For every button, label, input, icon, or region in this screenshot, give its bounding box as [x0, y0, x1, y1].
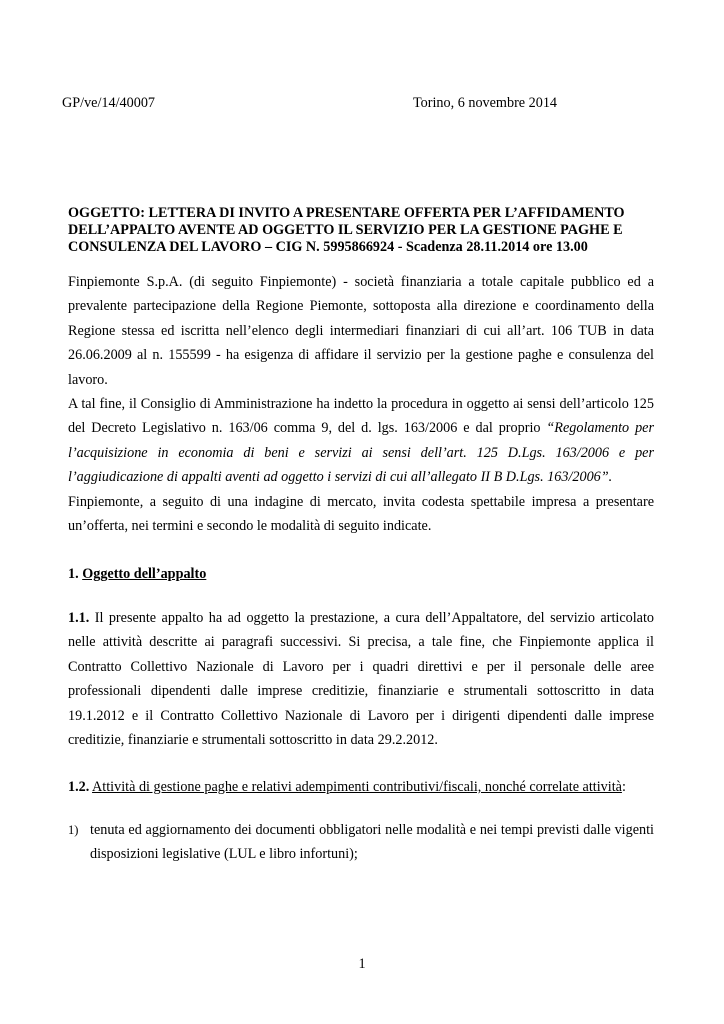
paragraph-1-2-colon: :	[621, 779, 626, 795]
list-item	[68, 818, 654, 867]
paragraph-1-2-number: 1.2.	[68, 779, 90, 795]
intro-paragraph-1: Finpiemonte S.p.A. (di seguito Finpiemonte) - società finanziaria a totale capitale pubblico ed a prevalente partecipazione della Regione Piemonte, sottoposta alla direzione e coordinamento della Regione stessa ed iscritta nell’elenco degli intermediari finanziari di cui all’art. 106 TUB in data 26.06.2009 al n. 155599 - ha esigenza di affidare il servizio per la gestione paghe e consulenza del lavoro.	[68, 274, 654, 388]
section-1-number: 1.	[68, 566, 79, 582]
paragraph-1-1-text: Il presente appalto ha ad oggetto la prestazione, a cura dell’Appaltatore, del servizio articolato nelle attività descritte ai paragrafi successivi. Si precisa, a tale fine, che Finpiemonte applica il Contratto Collettivo Nazionale di Lavoro per i quadri direttivi e per il personale delle aree professionali dipendenti dalle imprese creditizie, finanziarie e strumentali sottoscritto in data 19.1.2012 e il Contratto Collettivo Nazionale di Lavoro per i dirigenti dipendenti dalle imprese creditizie, finanziarie e strumentali sottoscritto in data 29.2.2012.	[68, 610, 654, 749]
paragraph-1-1-number: 1.1.	[68, 610, 90, 626]
regulation-title: “Regolamento per l’acquisizione in economia di beni e servizi ai sensi dell’art. 125 D.Lgs. 163/2006 e per l’aggiudicazione di appalti aventi ad oggetto i servizi di cui all’allegato II B D.Lgs. 163/2006”.	[68, 420, 654, 486]
place-and-date: Torino, 6 novembre 2014	[413, 95, 558, 111]
document-reference: GP/ve/14/40007	[62, 95, 156, 111]
intro-section	[68, 270, 654, 538]
intro-paragraph-2-text: A tal fine, il Consiglio di Amministrazione ha indetto la procedura in oggetto ai sensi dell’articolo 125 del Decreto Legislativo n. 163/06 comma 9, del d. lgs. 163/2006 e dal proprio	[68, 396, 654, 437]
paragraph-1-1	[68, 606, 654, 752]
page-number: 1	[358, 956, 366, 972]
subject-heading: OGGETTO: LETTERA DI INVITO A PRESENTARE OFFERTA PER L’AFFIDAMENTO DELL’APPALTO AVENTE AD OGGETTO IL SERVIZIO PER LA GESTIONE PAGHE E CONSULENZA DEL LAVORO – CIG N. 5995866924 - Scadenza 28.11.2014 ore 13.00	[68, 205, 625, 255]
paragraph-1-2	[68, 775, 654, 799]
section-1-heading	[68, 566, 206, 583]
list-item-marker: 1)	[68, 823, 79, 837]
intro-paragraph-3: Finpiemonte, a seguito di una indagine di mercato, invita codesta spettabile impresa a presentare un’offerta, nei termini e secondo le modalità di seguito indicate.	[68, 493, 654, 535]
paragraph-1-2-title: Attività di gestione paghe e relativi adempimenti contributivi/fiscali, nonché correlate attività	[92, 779, 622, 795]
section-1-title: Oggetto dell’appalto	[82, 566, 207, 582]
list-item-text: tenuta ed aggiornamento dei documenti obbligatori nelle modalità e nei tempi previsti dalle vigenti disposizioni legislative (LUL e libro infortuni);	[90, 822, 654, 863]
intro-paragraph-2	[68, 392, 654, 490]
